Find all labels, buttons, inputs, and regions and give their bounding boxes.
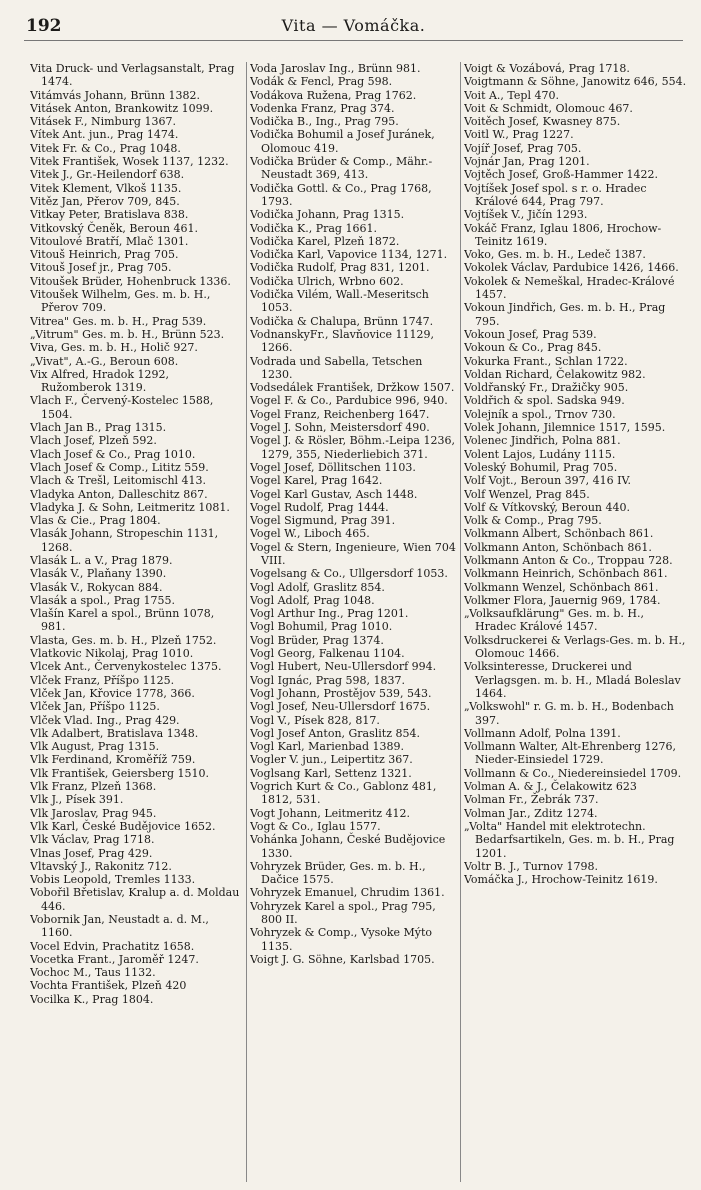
- directory-entry: Vogelsang & Co., Ullgersdorf 1053.: [250, 567, 448, 581]
- directory-entry: Vlatkovic Nikolaj, Prag 1010.: [30, 647, 194, 661]
- directory-entry: Volf Wenzel, Prag 845.: [464, 487, 590, 501]
- directory-entry: Vohryzek Brüder, Ges. m. b. H., Dačice 1575.: [250, 859, 426, 887]
- directory-entry: Vogl Josef Anton, Graslitz 854.: [250, 726, 421, 740]
- directory-entry: Vojtíšek Josef spol. s r. o. Hradec Králové 644, Prag 797.: [464, 181, 647, 208]
- directory-entry: Vogel Karel, Prag 1642.: [250, 474, 383, 488]
- directory-entry: Vitoušek Brüder, Hohenbruck 1336.: [30, 274, 231, 288]
- directory-entry: Vogl Bohumil, Prag 1010.: [250, 620, 393, 634]
- directory-entry: Vlk Jaroslav, Prag 945.: [30, 806, 157, 820]
- directory-entry: Vollmann Walter, Alt-Ehrenberg 1276, Nieder-Einsiedel 1729.: [464, 740, 677, 767]
- directory-entry: Vlasák a spol., Prag 1755.: [30, 593, 176, 607]
- page-number: 192: [26, 16, 62, 36]
- directory-entry: Vogt Johann, Leitmeritz 412.: [250, 806, 411, 820]
- directory-entry: Vlček Jan, Příšpo 1125.: [30, 700, 160, 714]
- directory-entry: Vladyka J. & Sohn, Leitmeritz 1081.: [30, 500, 230, 514]
- directory-entry: Vlasta, Ges. m. b. H., Plzeň 1752.: [30, 633, 217, 647]
- directory-entry: Vokoun & Co., Prag 845.: [464, 341, 602, 355]
- directory-entry: Voldřich & spol. Sadska 949.: [464, 394, 625, 408]
- directory-entry: Volkmer Flora, Jauernig 969, 1784.: [464, 593, 661, 607]
- directory-entry: Voit A., Tepl 470.: [464, 88, 559, 102]
- directory-entry: Viva, Ges. m. b. H., Holič 927.: [30, 341, 198, 355]
- directory-entry: Vlk František, Geiersberg 1510.: [30, 766, 209, 780]
- directory-entry: Vlček Jan, Křovice 1778, 366.: [30, 686, 195, 700]
- directory-columns: [30, 62, 689, 1182]
- directory-entry: Vobornik Jan, Neustadt a. d. M., 1160.: [30, 913, 209, 940]
- directory-entry: Volk & Comp., Prag 795.: [464, 514, 602, 528]
- directory-entry: Vogl Josef, Neu-Ullersdorf 1675.: [250, 700, 431, 714]
- column-2: [250, 62, 461, 1182]
- directory-entry: Vlach Josef, Plzeň 592.: [30, 434, 157, 448]
- directory-entry: Vodsedálek František, Držkow 1507.: [250, 381, 455, 395]
- directory-entry: Vogrich Kurt & Co., Gablonz 481, 1812, 531.: [250, 780, 437, 807]
- directory-entry: Vlček Franz, Příšpo 1125.: [30, 673, 175, 687]
- directory-entry: Vollmann Adolf, Polna 1391.: [464, 726, 621, 740]
- directory-entry: Vogl Brüder, Prag 1374.: [250, 633, 384, 647]
- directory-entry: Voitl W., Prag 1227.: [464, 128, 574, 142]
- directory-entry: Vitek Klement, Vlkoš 1135.: [30, 181, 182, 195]
- directory-entry: Volejník a spol., Trnov 730.: [464, 407, 616, 421]
- directory-entry: Vogel Rudolf, Prag 1444.: [250, 500, 389, 514]
- directory-entry: Vix Alfred, Hradok 1292, Ružomberok 1319.: [30, 367, 170, 395]
- directory-entry: Vodák & Fencl, Prag 598.: [250, 75, 393, 89]
- directory-entry: Vogel Sigmund, Prag 391.: [250, 514, 396, 528]
- directory-entry: Vobis Leopold, Tremles 1133.: [30, 873, 196, 887]
- directory-entry: Vogler V. jun., Leipertitz 367.: [250, 753, 413, 767]
- page-title: Vita — Vomáčka.: [281, 16, 426, 35]
- directory-entry: Volf Vojt., Beroun 397, 416 IV.: [464, 474, 632, 488]
- directory-entry: Vitásek Anton, Brankowitz 1099.: [30, 101, 214, 115]
- directory-entry: Vlk Karl, České Budějovice 1652.: [30, 819, 216, 833]
- column-1: [30, 62, 247, 1182]
- directory-entry: Vogl Hubert, Neu-Ullersdorf 994.: [250, 660, 437, 674]
- directory-entry: Vogel W., Liboch 465.: [250, 527, 370, 541]
- directory-entry: Vohánka Johann, České Budějovice 1330.: [250, 833, 446, 860]
- directory-entry: Vitek František, Wosek 1137, 1232.: [30, 155, 229, 169]
- directory-entry: Vodička Karl, Vapovice 1134, 1271.: [250, 248, 448, 262]
- directory-entry: Vlk Václav, Prag 1718.: [30, 833, 155, 847]
- directory-entry: Vogel & Stern, Ingenieure, Wien 704 VIII.: [250, 540, 456, 567]
- directory-entry: Vogl V., Písek 828, 817.: [250, 713, 380, 727]
- directory-entry: Voko, Ges. m. b. H., Ledeč 1387.: [464, 248, 646, 262]
- directory-entry: Vlas & Cie., Prag 1804.: [30, 514, 161, 528]
- directory-entry: Vladyka Anton, Dalleschitz 867.: [30, 487, 208, 501]
- directory-entry: Vitouš Heinrich, Prag 705.: [30, 248, 179, 262]
- directory-entry: Vogl Ignác, Prag 598, 1837.: [250, 673, 406, 687]
- directory-entry: Vlach F., Červený-Kostelec 1588, 1504.: [30, 394, 214, 421]
- directory-entry: Volman Jar., Zditz 1274.: [464, 806, 598, 820]
- directory-entry: „Volksaufklärung" Ges. m. b. H., Hradec Králové 1457.: [464, 607, 644, 634]
- directory-entry: Vogl Arthur Ing., Prag 1201.: [250, 607, 409, 621]
- directory-entry: Vitoulové Bratří, Mlač 1301.: [30, 234, 189, 248]
- directory-entry: Vocel Edvin, Prachatitz 1658.: [30, 939, 195, 953]
- directory-entry: Volman Fr., Žebrák 737.: [464, 793, 599, 807]
- directory-entry: Vodrada und Sabella, Tetschen 1230.: [250, 354, 423, 381]
- page-header: [24, 12, 683, 41]
- directory-entry: Volkmann Anton, Schönbach 861.: [464, 540, 652, 554]
- directory-entry: Vlcek Ant., Červenykostelec 1375.: [30, 660, 222, 674]
- directory-entry: Voldan Richard, Čelakowitz 982.: [464, 367, 646, 381]
- directory-entry: Vitouš Josef jr., Prag 705.: [30, 261, 172, 275]
- directory-entry: Vlasák V., Rokycan 884.: [30, 580, 163, 594]
- directory-entry: Vlach Jan B., Prag 1315.: [30, 421, 167, 435]
- directory-entry: Vogl Karl, Marienbad 1389.: [250, 740, 404, 754]
- directory-entry: Vochta František, Plzeň 420: [30, 979, 187, 993]
- directory-entry: Vogel J. & Rösler, Böhm.-Leipa 1236, 1279, 355, Niederliebich 371.: [250, 434, 455, 461]
- directory-entry: Vokurka Frant., Schlan 1722.: [464, 354, 628, 368]
- column-3: [464, 62, 688, 1182]
- directory-entry: Vollmann & Co., Niedereinsiedel 1709.: [464, 766, 682, 780]
- directory-entry: Vohryzek Karel a spol., Prag 795, 800 II.: [250, 899, 436, 926]
- directory-entry: Vitek J., Gr.-Heilendorf 638.: [30, 168, 185, 182]
- directory-entry: Volek Johann, Jilemnice 1517, 1595.: [464, 421, 666, 435]
- directory-entry: Voit & Schmidt, Olomouc 467.: [464, 101, 633, 115]
- directory-entry: Vodička Ulrich, Wrbno 602.: [250, 274, 404, 288]
- directory-entry: Vlach Josef & Co., Prag 1010.: [30, 447, 196, 461]
- directory-entry: Vltavský J., Rakonitz 712.: [30, 859, 172, 873]
- directory-entry: Vlasák L. a V., Prag 1879.: [30, 553, 173, 567]
- directory-entry: Vlnas Josef, Prag 429.: [30, 846, 153, 860]
- directory-entry: Vlček Vlad. Ing., Prag 429.: [30, 713, 180, 727]
- directory-entry: Vokolek & Nemeškal, Hradec-Králové 1457.: [464, 274, 675, 302]
- directory-entry: Vogel Josef, Döllitschen 1103.: [250, 460, 416, 474]
- directory-entry: Vlk Ferdinand, Kroměříž 759.: [30, 753, 196, 767]
- directory-entry: Voleský Bohumil, Prag 705.: [464, 460, 618, 474]
- directory-entry: Voigtmann & Söhne, Janowitz 646, 554.: [464, 75, 687, 89]
- directory-entry: Vlk Franz, Plzeň 1368.: [30, 780, 157, 794]
- directory-entry: Vodička Gottl. & Co., Prag 1768, 1793.: [250, 181, 432, 208]
- directory-entry: „Volkswohl" r. G. m. b. H., Bodenbach 397.: [464, 700, 674, 727]
- directory-entry: Vogl Johann, Prostějov 539, 543.: [250, 686, 432, 700]
- directory-entry: Vogl Adolf, Graslitz 854.: [250, 580, 385, 594]
- directory-entry: Voltr B. J., Turnov 1798.: [464, 859, 598, 873]
- directory-entry: Vogel Franz, Reichenberg 1647.: [250, 407, 430, 421]
- directory-entry: Volkmann Anton & Co., Troppau 728.: [464, 553, 673, 567]
- directory-entry: Vocilka K., Prag 1804.: [30, 992, 154, 1006]
- directory-entry: Vodička Karel, Plzeň 1872.: [250, 234, 400, 248]
- directory-entry: Vitoušek Wilhelm, Ges. m. b. H., Přerov 709.: [30, 288, 211, 315]
- directory-entry: Vlach & Trešl, Leitomischl 413.: [30, 474, 207, 488]
- directory-entry: Voglsang Karl, Settenz 1321.: [250, 766, 412, 780]
- directory-entry: Vita Druck- und Verlagsanstalt, Prag 1474.: [30, 62, 235, 89]
- directory-entry: Vitámvás Johann, Brünn 1382.: [30, 88, 201, 102]
- directory-entry: Vojnár Jan, Prag 1201.: [464, 155, 590, 169]
- directory-entry: Volf & Vítkovský, Beroun 440.: [464, 500, 631, 514]
- directory-entry: Vodenka Franz, Prag 374.: [250, 101, 395, 115]
- directory-entry: Vohryzek & Comp., Vysoke Mýto 1135.: [250, 926, 433, 953]
- directory-entry: Vodákova Ružena, Prag 1762.: [250, 88, 417, 102]
- directory-entry: Volkmann Wenzel, Schönbach 861.: [464, 580, 659, 594]
- directory-entry: Volkmann Albert, Schönbach 861.: [464, 527, 654, 541]
- directory-entry: Vocetka Frant., Jaroměř 1247.: [30, 952, 199, 966]
- directory-entry: Vitrea" Ges. m. b. H., Prag 539.: [30, 314, 207, 328]
- directory-entry: Vodička Brüder & Comp., Mähr.-Neustadt 369, 413.: [250, 155, 433, 182]
- directory-entry: Vodička Bohumil a Josef Juránek, Olomouc 419.: [250, 128, 435, 155]
- directory-entry: „Volta" Handel mit elektrotechn. Bedarfsartikeln, Ges. m. b. H., Prag 1201.: [464, 819, 675, 860]
- directory-entry: Vlasák Johann, Stropeschin 1131, 1268.: [30, 527, 219, 554]
- directory-entry: Volkmann Heinrich, Schönbach 861.: [464, 567, 668, 581]
- directory-entry: Vokoun Jindřich, Ges. m. b. H., Prag 795.: [464, 301, 666, 328]
- directory-entry: „Vitrum" Ges. m. b. H., Brünn 523.: [30, 327, 225, 341]
- directory-entry: Vohryzek Emanuel, Chrudim 1361.: [250, 886, 445, 900]
- directory-entry: „Vivat", A.-G., Beroun 608.: [30, 354, 179, 368]
- directory-entry: Vogl Adolf, Prag 1048.: [250, 593, 375, 607]
- directory-entry: Voda Jaroslav Ing., Brünn 981.: [250, 62, 421, 75]
- directory-entry: Volman A. & J., Čelakowitz 623: [464, 780, 637, 794]
- directory-entry: Vogt & Co., Iglau 1577.: [250, 819, 381, 833]
- directory-entry: Vitek Fr. & Co., Prag 1048.: [30, 141, 181, 155]
- directory-entry: Voldřanský Fr., Dražičky 905.: [464, 381, 629, 395]
- directory-entry: Vitkay Peter, Bratislava 838.: [30, 208, 189, 222]
- directory-entry: Vodička K., Prag 1661.: [250, 221, 377, 235]
- directory-entry: Voitěch Josef, Kwasney 875.: [464, 115, 621, 129]
- directory-entry: Vojtíšek V., Jičín 1293.: [464, 208, 588, 222]
- directory-entry: Vodička Johann, Prag 1315.: [250, 208, 405, 222]
- directory-entry: Vokolek Václav, Pardubice 1426, 1466.: [464, 261, 679, 275]
- directory-entry: Vochoc M., Taus 1132.: [30, 966, 156, 980]
- directory-entry: Vodička & Chalupa, Brünn 1747.: [250, 314, 434, 328]
- directory-entry: Vítek Ant. jun., Prag 1474.: [30, 128, 179, 142]
- directory-entry: Volenec Jindřich, Polna 881.: [464, 434, 621, 448]
- directory-entry: Vlach Josef & Comp., Lititz 559.: [30, 460, 209, 474]
- directory-entry: Vobořil Břetislav, Kralup a. d. Moldau 446.: [30, 886, 240, 913]
- directory-entry: Volksinteresse, Druckerei und Verlagsgen. m. b. H., Mladá Boleslav 1464.: [464, 660, 681, 700]
- directory-entry: Volksdruckerei & Verlags-Ges. m. b. H., Olomouc 1466.: [464, 633, 686, 661]
- directory-entry: Vodička Vilém, Wall.-Meseritsch 1053.: [250, 288, 429, 315]
- directory-entry: Vojíř Josef, Prag 705.: [464, 141, 582, 155]
- directory-entry: Vodička B., Ing., Prag 795.: [250, 115, 399, 129]
- directory-entry: Vitkovský Čeněk, Beroun 461.: [30, 221, 199, 235]
- directory-entry: Vojtěch Josef, Groß-Hammer 1422.: [464, 168, 658, 182]
- directory-entry: Vogel F. & Co., Pardubice 996, 940.: [250, 394, 448, 408]
- directory-entry: Vlašín Karel a spol., Brünn 1078, 981.: [30, 607, 215, 634]
- directory-entry: Vogl Georg, Falkenau 1104.: [250, 647, 405, 661]
- directory-entry: Vogel J. Sohn, Meistersdorf 490.: [250, 421, 430, 435]
- directory-entry: Vogel Karl Gustav, Asch 1448.: [250, 487, 418, 501]
- directory-entry: Voigt J. G. Söhne, Karlsbad 1705.: [250, 952, 435, 966]
- directory-entry: Vitěz Jan, Přerov 709, 845.: [30, 194, 180, 208]
- directory-entry: Vokáč Franz, Iglau 1806, Hrochow-Teinitz 1619.: [464, 221, 662, 248]
- directory-entry: VodnanskyFr., Slavňovice 11129, 1266.: [250, 327, 434, 355]
- directory-entry: Vitásek F., Nimburg 1367.: [30, 115, 176, 129]
- directory-entry: Vodička Rudolf, Prag 831, 1201.: [250, 261, 430, 275]
- directory-entry: Vlk J., Písek 391.: [30, 793, 124, 807]
- directory-entry: Vlk August, Prag 1315.: [30, 740, 160, 754]
- directory-entry: Vlk Adalbert, Bratislava 1348.: [30, 726, 199, 740]
- directory-entry: Voigt & Vozábová, Prag 1718.: [464, 62, 630, 75]
- directory-entry: Volent Lajos, Ludány 1115.: [464, 447, 616, 461]
- directory-entry: Vokoun Josef, Prag 539.: [464, 327, 597, 341]
- directory-entry: Vlasák V., Plaňany 1390.: [30, 567, 167, 581]
- directory-entry: Vomáčka J., Hrochow-Teinitz 1619.: [464, 873, 658, 887]
